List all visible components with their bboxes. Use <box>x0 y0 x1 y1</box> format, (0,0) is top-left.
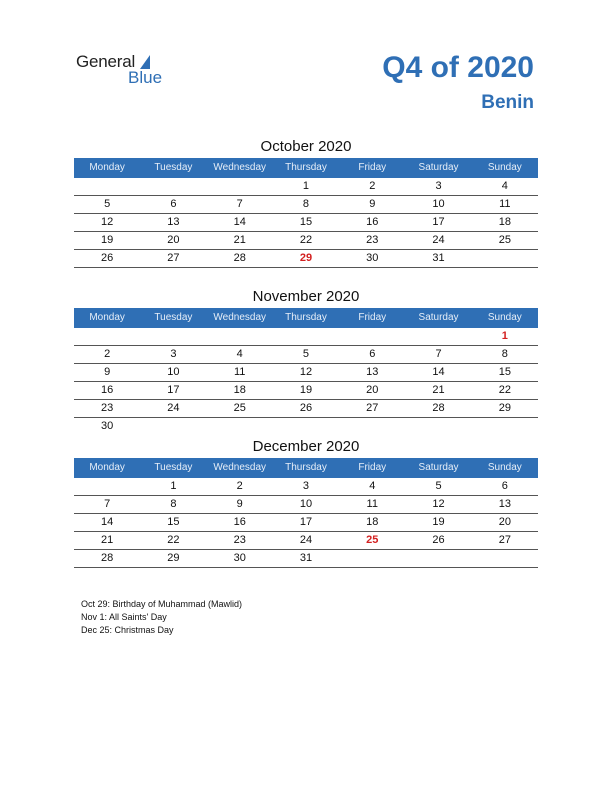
holiday-note: Dec 25: Christmas Day <box>81 625 174 635</box>
weekday-label: Monday <box>89 462 125 473</box>
day-cell: 7 <box>435 348 442 360</box>
day-cell <box>207 328 273 345</box>
weekday-label: Friday <box>358 162 387 173</box>
day-cell: 30 <box>101 420 114 432</box>
day-cell: 8 <box>501 348 508 360</box>
day-cell: 21 <box>233 234 246 246</box>
day-cell <box>339 328 405 345</box>
day-cell <box>273 418 339 435</box>
day-cell: 13 <box>366 366 379 378</box>
day-cell: 9 <box>236 498 243 510</box>
brand-logo <box>76 52 176 88</box>
month-title: November 2020 <box>252 288 360 305</box>
day-cell: 4 <box>369 480 376 492</box>
week-row <box>74 250 538 268</box>
week-row <box>74 232 538 250</box>
day-cell: 23 <box>233 534 246 546</box>
day-cell: 11 <box>499 198 511 210</box>
day-cell: 18 <box>498 216 511 228</box>
week-row <box>74 550 538 568</box>
day-cell: 10 <box>167 366 180 378</box>
day-cell: 29 <box>167 552 180 564</box>
day-cell: 20 <box>498 516 511 528</box>
holiday-day-cell: 25 <box>366 534 379 546</box>
day-cell: 2 <box>104 348 111 360</box>
weekday-label: Tuesday <box>154 312 193 323</box>
weekday-label: Tuesday <box>154 462 193 473</box>
weekday-label: Sunday <box>487 462 522 473</box>
month-december <box>74 436 538 568</box>
day-cell: 13 <box>167 216 180 228</box>
weekday-header <box>74 158 538 178</box>
day-cell <box>273 328 339 345</box>
day-cell: 2 <box>369 180 376 192</box>
week-row <box>74 514 538 532</box>
day-cell <box>140 178 206 195</box>
day-cell: 17 <box>299 516 313 528</box>
day-cell: 25 <box>233 402 246 414</box>
day-cell: 3 <box>302 480 310 492</box>
day-cell: 29 <box>498 402 511 414</box>
holiday-note: Oct 29: Birthday of Muhammad (Mawlid) <box>81 599 243 609</box>
brand-name-blue: Blue <box>128 68 163 87</box>
day-cell: 11 <box>233 366 246 378</box>
week-row <box>74 328 538 346</box>
day-cell: 26 <box>432 534 445 546</box>
weekday-label: Sunday <box>487 312 522 323</box>
weekday-label: Thursday <box>285 312 327 323</box>
weekday-label: Sunday <box>487 162 522 173</box>
day-cell <box>74 178 140 195</box>
day-cell: 8 <box>302 198 310 210</box>
day-cell: 10 <box>432 198 445 210</box>
day-cell: 3 <box>170 348 177 360</box>
day-cell: 13 <box>498 498 511 510</box>
day-cell: 20 <box>167 234 180 246</box>
month-title: October 2020 <box>260 138 352 155</box>
day-cell: 15 <box>498 366 511 378</box>
weekday-label: Monday <box>89 312 125 323</box>
day-cell: 18 <box>366 516 379 528</box>
day-cell: 17 <box>167 384 180 396</box>
weekday-header <box>74 458 538 478</box>
day-cell: 31 <box>432 252 445 264</box>
week-row <box>74 364 538 382</box>
day-cell <box>339 418 405 435</box>
day-cell: 12 <box>299 366 313 378</box>
week-row <box>74 478 538 496</box>
day-cell: 27 <box>167 252 180 264</box>
day-cell: 6 <box>369 348 376 360</box>
day-cell: 15 <box>167 516 180 528</box>
day-cell: 17 <box>432 216 445 228</box>
day-cell: 12 <box>432 498 445 510</box>
brand-triangle-icon <box>140 55 150 69</box>
week-row <box>74 382 538 400</box>
day-cell: 23 <box>101 402 114 414</box>
day-cell: 9 <box>369 198 376 210</box>
day-cell: 6 <box>501 480 508 492</box>
day-cell: 28 <box>101 552 114 564</box>
day-cell: 27 <box>366 402 379 414</box>
day-cell: 4 <box>501 180 508 192</box>
day-cell: 12 <box>101 216 114 228</box>
day-cell: 26 <box>299 402 313 414</box>
weekday-label: Tuesday <box>154 162 193 173</box>
day-cell: 18 <box>233 384 246 396</box>
day-cell: 2 <box>236 480 243 492</box>
day-cell: 22 <box>299 234 313 246</box>
day-cell <box>140 328 206 345</box>
day-cell: 28 <box>432 402 445 414</box>
weekday-label: Wednesday <box>213 162 267 173</box>
day-cell: 4 <box>236 348 243 360</box>
day-cell: 16 <box>233 516 246 528</box>
holiday-notes <box>81 598 242 637</box>
day-cell: 19 <box>101 234 114 246</box>
week-row <box>74 400 538 418</box>
day-cell: 5 <box>435 480 442 492</box>
day-cell: 24 <box>299 534 313 546</box>
day-cell: 6 <box>170 198 177 210</box>
day-cell: 14 <box>101 516 114 528</box>
day-cell: 25 <box>498 234 511 246</box>
day-cell: 1 <box>170 480 177 492</box>
day-cell: 21 <box>432 384 445 396</box>
holiday-note: Nov 1: All Saints' Day <box>81 612 167 622</box>
weekday-label: Monday <box>89 162 125 173</box>
week-row <box>74 496 538 514</box>
day-cell <box>472 250 538 267</box>
day-cell <box>472 550 538 567</box>
brand-name-general: General <box>76 52 136 71</box>
holiday-day-cell: 29 <box>299 252 313 264</box>
day-cell: 22 <box>167 534 180 546</box>
day-cell: 19 <box>299 384 313 396</box>
weekday-label: Wednesday <box>213 462 267 473</box>
day-cell <box>472 418 538 435</box>
day-cell: 23 <box>366 234 379 246</box>
day-cell: 1 <box>302 180 310 192</box>
day-cell: 15 <box>299 216 313 228</box>
day-cell: 26 <box>101 252 114 264</box>
holiday-day-cell: 1 <box>501 330 508 342</box>
day-cell: 5 <box>104 198 111 210</box>
week-row <box>74 196 538 214</box>
day-cell: 3 <box>435 180 442 192</box>
month-november <box>74 286 538 435</box>
day-cell: 24 <box>432 234 445 246</box>
weekday-label: Thursday <box>285 462 327 473</box>
day-cell: 24 <box>167 402 180 414</box>
day-cell: 20 <box>366 384 379 396</box>
week-row <box>74 178 538 196</box>
day-cell: 10 <box>299 498 313 510</box>
weekday-header <box>74 308 538 328</box>
country-name: Benin <box>481 92 534 113</box>
weekday-label: Wednesday <box>213 312 267 323</box>
day-cell: 7 <box>104 498 111 510</box>
day-cell: 19 <box>432 516 445 528</box>
day-cell: 14 <box>233 216 246 228</box>
day-cell: 16 <box>101 384 114 396</box>
day-cell: 8 <box>170 498 177 510</box>
day-cell: 28 <box>233 252 246 264</box>
weekday-label: Saturday <box>418 312 459 323</box>
day-cell <box>140 418 206 435</box>
day-cell <box>405 328 471 345</box>
day-cell <box>207 178 273 195</box>
weekday-label: Thursday <box>285 162 327 173</box>
month-title: December 2020 <box>252 438 360 455</box>
day-cell <box>405 418 471 435</box>
week-row <box>74 532 538 550</box>
day-cell <box>339 550 405 567</box>
day-cell <box>74 328 140 345</box>
day-cell: 11 <box>366 498 378 510</box>
day-cell: 9 <box>104 366 111 378</box>
weekday-label: Friday <box>358 462 387 473</box>
day-cell: 7 <box>236 198 243 210</box>
weekday-label: Saturday <box>418 462 459 473</box>
day-cell: 21 <box>101 534 114 546</box>
day-cell: 16 <box>366 216 379 228</box>
day-cell: 27 <box>498 534 511 546</box>
week-row <box>74 418 538 435</box>
month-october <box>74 136 538 268</box>
day-cell: 30 <box>233 552 246 564</box>
page-title: Q4 of 2020 <box>382 51 534 84</box>
day-cell: 22 <box>498 384 511 396</box>
weekday-label: Saturday <box>418 162 459 173</box>
weekday-label: Friday <box>358 312 387 323</box>
day-cell: 30 <box>366 252 379 264</box>
day-cell <box>405 550 471 567</box>
week-row <box>74 346 538 364</box>
week-row <box>74 214 538 232</box>
day-cell: 5 <box>302 348 310 360</box>
day-cell <box>207 418 273 435</box>
day-cell: 14 <box>432 366 445 378</box>
day-cell: 31 <box>299 552 313 564</box>
day-cell <box>74 478 140 495</box>
